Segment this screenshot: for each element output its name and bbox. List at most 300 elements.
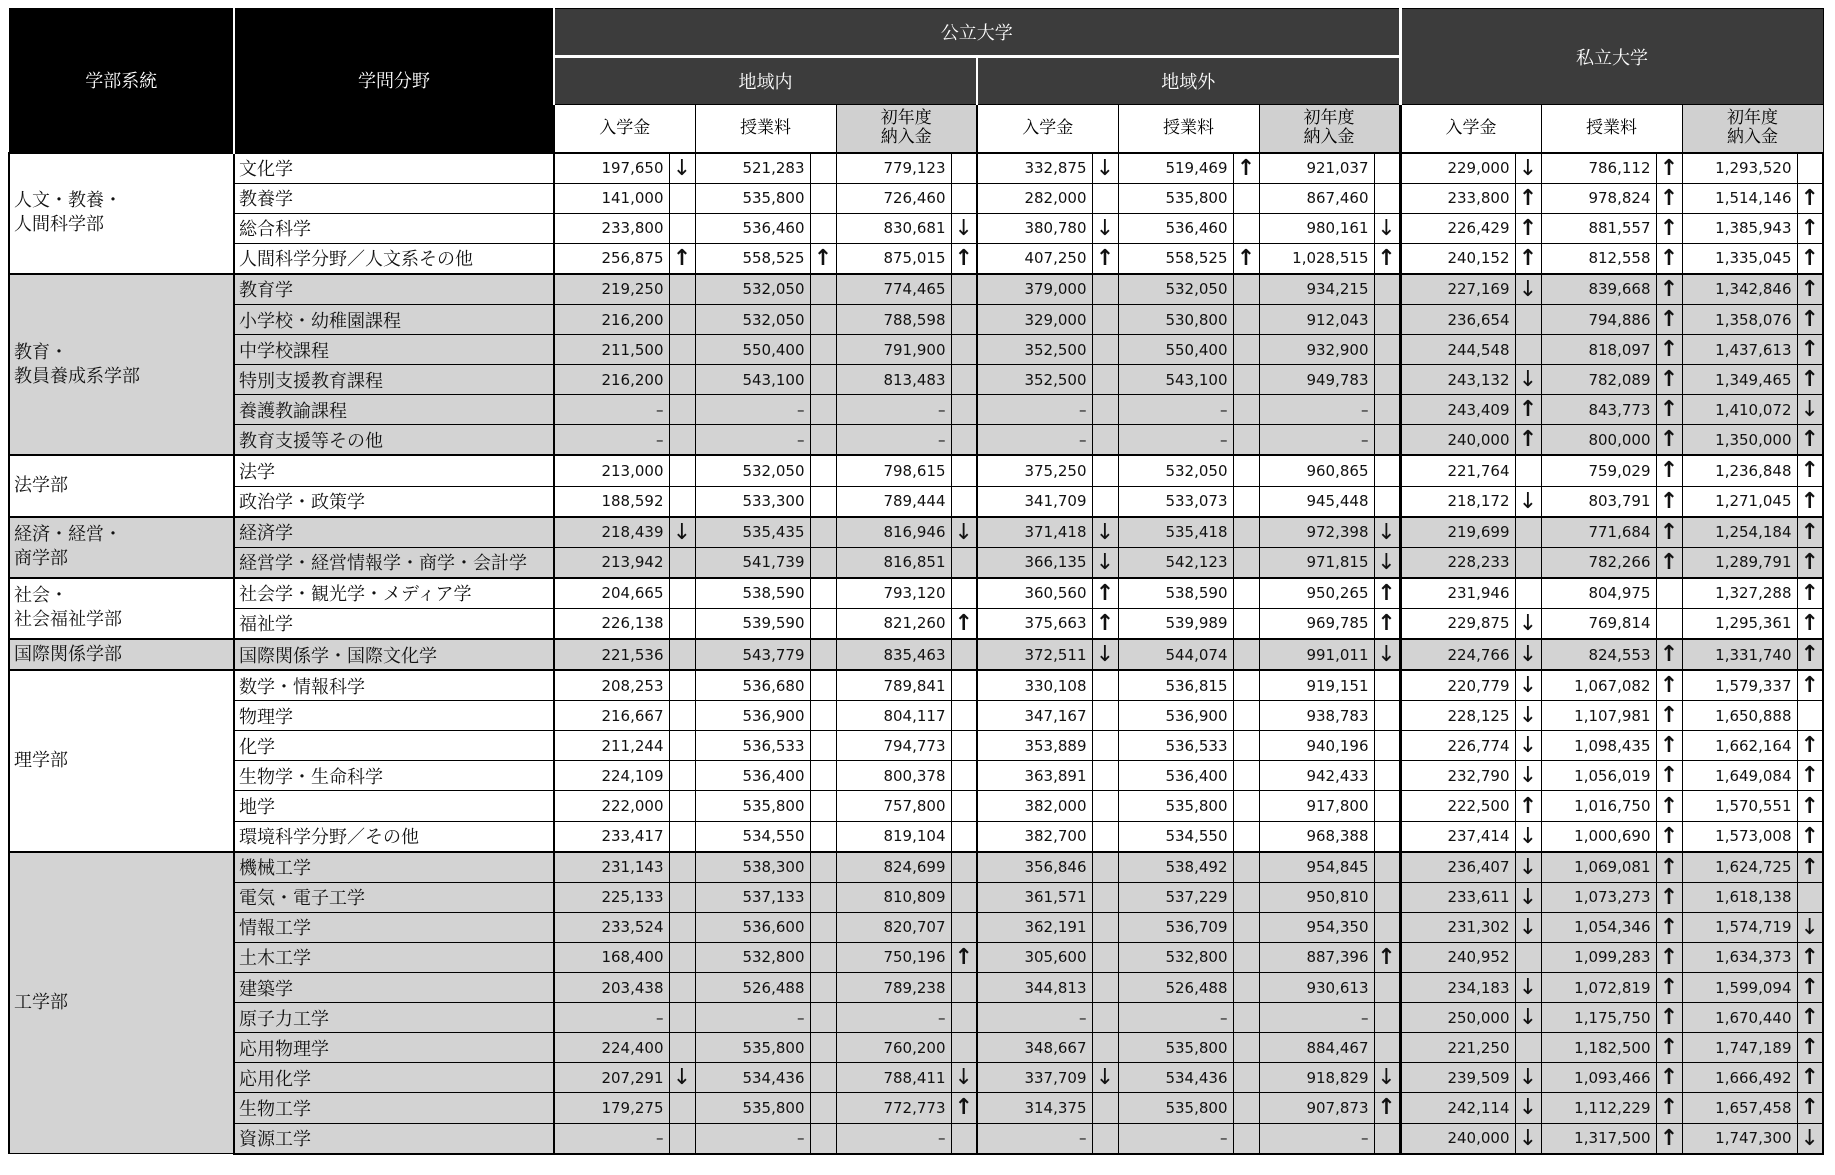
value-cell: 1,662,164 xyxy=(1682,731,1797,761)
arrow-down-icon: ↓ xyxy=(1515,153,1541,184)
value-cell: 543,779 xyxy=(695,639,810,670)
value-cell: 224,766 xyxy=(1400,639,1515,670)
value-cell: 536,533 xyxy=(1118,731,1233,761)
value-cell: 789,841 xyxy=(836,670,951,701)
value-cell: 1,016,750 xyxy=(1541,791,1656,821)
trend-cell xyxy=(1233,608,1259,639)
value-cell: 375,250 xyxy=(977,455,1092,486)
trend-cell xyxy=(1374,274,1400,305)
trend-cell xyxy=(1515,304,1541,334)
arrow-up-icon: ↑ xyxy=(1656,1003,1682,1033)
value-cell: 243,132 xyxy=(1400,365,1515,395)
tuition-table-container xyxy=(8,8,1824,1155)
value-cell: 240,000 xyxy=(1400,1123,1515,1154)
value-cell: 1,570,551 xyxy=(1682,791,1797,821)
trend-cell xyxy=(1374,670,1400,701)
value-cell: 536,460 xyxy=(695,213,810,243)
arrow-up-icon: ↑ xyxy=(810,243,836,274)
value-cell: 211,244 xyxy=(554,731,669,761)
value-cell: 532,800 xyxy=(1118,942,1233,972)
trend-cell xyxy=(669,486,695,517)
value-cell: – xyxy=(1118,1003,1233,1033)
trend-cell xyxy=(951,701,977,731)
trend-cell xyxy=(951,183,977,213)
table-row xyxy=(9,395,1823,425)
trend-cell xyxy=(951,1003,977,1033)
value-cell: 211,500 xyxy=(554,335,669,365)
arrow-up-icon: ↑ xyxy=(1374,1093,1400,1123)
arrow-down-icon: ↓ xyxy=(669,153,695,184)
value-cell: 538,492 xyxy=(1118,852,1233,883)
trend-cell xyxy=(1092,670,1118,701)
table-row xyxy=(9,183,1823,213)
value-cell: 1,514,146 xyxy=(1682,183,1797,213)
trend-cell xyxy=(1374,701,1400,731)
value-cell: 532,050 xyxy=(1118,274,1233,305)
field-name-cell: 法学 xyxy=(234,455,554,486)
trend-cell xyxy=(1374,973,1400,1003)
trend-cell xyxy=(1374,153,1400,184)
value-cell: – xyxy=(1118,425,1233,456)
trend-cell xyxy=(951,1033,977,1063)
value-cell: 240,000 xyxy=(1400,425,1515,456)
value-cell: 536,533 xyxy=(695,731,810,761)
value-cell: 382,000 xyxy=(977,791,1092,821)
value-cell: 789,238 xyxy=(836,973,951,1003)
trend-cell xyxy=(810,1063,836,1093)
value-cell: 550,400 xyxy=(695,335,810,365)
arrow-down-icon: ↓ xyxy=(1515,882,1541,912)
trend-cell xyxy=(810,821,836,852)
trend-cell xyxy=(669,731,695,761)
value-cell: 940,196 xyxy=(1259,731,1374,761)
trend-cell xyxy=(1515,1033,1541,1063)
arrow-up-icon: ↑ xyxy=(1797,1093,1823,1123)
col-header-admission-fee: 入学金 xyxy=(977,105,1118,153)
value-cell: 372,511 xyxy=(977,639,1092,670)
value-cell: 341,709 xyxy=(977,486,1092,517)
trend-cell xyxy=(810,608,836,639)
table-row xyxy=(9,213,1823,243)
col-header-first-year-payment xyxy=(1259,105,1400,153)
field-name-cell: 中学校課程 xyxy=(234,335,554,365)
value-cell: 1,182,500 xyxy=(1541,1033,1656,1063)
trend-cell xyxy=(669,761,695,791)
value-cell: 236,654 xyxy=(1400,304,1515,334)
value-cell: 536,680 xyxy=(695,670,810,701)
arrow-down-icon: ↓ xyxy=(1515,1003,1541,1033)
trend-cell xyxy=(1233,1003,1259,1033)
value-cell: – xyxy=(977,425,1092,456)
table-row xyxy=(9,639,1823,670)
arrow-up-icon: ↑ xyxy=(1656,639,1682,670)
arrow-up-icon: ↑ xyxy=(1797,547,1823,578)
trend-cell xyxy=(810,517,836,548)
arrow-up-icon: ↑ xyxy=(1797,486,1823,517)
value-cell: 820,707 xyxy=(836,912,951,942)
trend-cell xyxy=(669,213,695,243)
arrow-down-icon: ↓ xyxy=(1515,670,1541,701)
value-cell: 536,815 xyxy=(1118,670,1233,701)
trend-cell xyxy=(810,455,836,486)
value-cell: 216,200 xyxy=(554,304,669,334)
header-public-university: 公立大学 xyxy=(554,9,1400,57)
trend-cell xyxy=(810,365,836,395)
trend-cell xyxy=(810,1033,836,1063)
arrow-up-icon: ↑ xyxy=(1797,183,1823,213)
value-cell: 881,557 xyxy=(1541,213,1656,243)
value-cell: 950,265 xyxy=(1259,578,1374,609)
value-cell: 804,117 xyxy=(836,701,951,731)
value-cell: 375,663 xyxy=(977,608,1092,639)
header-in-region: 地域内 xyxy=(554,57,977,105)
value-cell: – xyxy=(554,425,669,456)
table-row xyxy=(9,670,1823,701)
field-name-cell: 建築学 xyxy=(234,973,554,1003)
trend-cell xyxy=(810,153,836,184)
value-cell: 533,073 xyxy=(1118,486,1233,517)
field-name-cell: 原子力工学 xyxy=(234,1003,554,1033)
value-cell: – xyxy=(977,1123,1092,1154)
value-cell: 330,108 xyxy=(977,670,1092,701)
faculty-category-cell: 人文・教養・ 人間科学部 xyxy=(9,153,234,274)
value-cell: 233,417 xyxy=(554,821,669,852)
value-cell: 532,050 xyxy=(695,304,810,334)
value-cell: 363,891 xyxy=(977,761,1092,791)
value-cell: 1,293,520 xyxy=(1682,153,1797,184)
field-name-cell: 環境科学分野／その他 xyxy=(234,821,554,852)
arrow-up-icon: ↑ xyxy=(1656,821,1682,852)
arrow-up-icon: ↑ xyxy=(1656,1093,1682,1123)
value-cell: 938,783 xyxy=(1259,701,1374,731)
trend-cell xyxy=(1092,942,1118,972)
field-name-cell: 特別支援教育課程 xyxy=(234,365,554,395)
table-row xyxy=(9,1033,1823,1063)
value-cell: 782,266 xyxy=(1541,547,1656,578)
trend-cell xyxy=(810,304,836,334)
value-cell: 536,460 xyxy=(1118,213,1233,243)
value-cell: 361,571 xyxy=(977,882,1092,912)
table-row xyxy=(9,942,1823,972)
value-cell: 813,483 xyxy=(836,365,951,395)
value-cell: – xyxy=(1259,1003,1374,1033)
trend-cell xyxy=(810,639,836,670)
arrow-up-icon: ↑ xyxy=(1797,608,1823,639)
trend-cell xyxy=(1374,1003,1400,1033)
value-cell: – xyxy=(695,395,810,425)
value-cell: – xyxy=(1259,1123,1374,1154)
table-row xyxy=(9,547,1823,578)
trend-cell xyxy=(669,183,695,213)
value-cell: 950,810 xyxy=(1259,882,1374,912)
arrow-up-icon: ↑ xyxy=(1656,517,1682,548)
trend-cell xyxy=(1092,1123,1118,1154)
value-cell: 788,598 xyxy=(836,304,951,334)
col-header-tuition-fee: 授業料 xyxy=(1118,105,1259,153)
arrow-up-icon: ↑ xyxy=(1374,942,1400,972)
value-cell: 228,233 xyxy=(1400,547,1515,578)
arrow-up-icon: ↑ xyxy=(1656,425,1682,456)
trend-cell xyxy=(1092,274,1118,305)
value-cell: 1,385,943 xyxy=(1682,213,1797,243)
field-name-cell: 応用化学 xyxy=(234,1063,554,1093)
value-cell: 800,378 xyxy=(836,761,951,791)
value-cell: 930,613 xyxy=(1259,973,1374,1003)
field-name-cell: 情報工学 xyxy=(234,912,554,942)
value-cell: 750,196 xyxy=(836,942,951,972)
arrow-up-icon: ↑ xyxy=(1656,912,1682,942)
trend-cell xyxy=(1374,455,1400,486)
value-cell: 219,699 xyxy=(1400,517,1515,548)
value-cell: 314,375 xyxy=(977,1093,1092,1123)
trend-cell xyxy=(1656,578,1682,609)
field-name-cell: 総合科学 xyxy=(234,213,554,243)
value-cell: 757,800 xyxy=(836,791,951,821)
value-cell: 1,073,273 xyxy=(1541,882,1656,912)
trend-cell xyxy=(1233,821,1259,852)
arrow-up-icon: ↑ xyxy=(1656,365,1682,395)
trend-cell xyxy=(951,791,977,821)
trend-cell xyxy=(1515,455,1541,486)
value-cell: 1,072,819 xyxy=(1541,973,1656,1003)
value-cell: 949,783 xyxy=(1259,365,1374,395)
value-cell: 1,649,084 xyxy=(1682,761,1797,791)
value-cell: 218,172 xyxy=(1400,486,1515,517)
value-cell: 934,215 xyxy=(1259,274,1374,305)
value-cell: 539,590 xyxy=(695,608,810,639)
trend-cell xyxy=(1374,912,1400,942)
value-cell: 824,553 xyxy=(1541,639,1656,670)
trend-cell xyxy=(810,578,836,609)
value-cell: 830,681 xyxy=(836,213,951,243)
trend-cell xyxy=(669,942,695,972)
value-cell: 535,800 xyxy=(1118,1033,1233,1063)
col-header-admission-fee: 入学金 xyxy=(554,105,695,153)
field-name-cell: 地学 xyxy=(234,791,554,821)
trend-cell xyxy=(1233,701,1259,731)
trend-cell xyxy=(669,274,695,305)
arrow-up-icon: ↑ xyxy=(1656,274,1682,305)
value-cell: 803,791 xyxy=(1541,486,1656,517)
value-cell: 1,056,019 xyxy=(1541,761,1656,791)
trend-cell xyxy=(1092,183,1118,213)
trend-cell xyxy=(1233,731,1259,761)
arrow-up-icon: ↑ xyxy=(1515,243,1541,274)
arrow-up-icon: ↑ xyxy=(1797,365,1823,395)
value-cell: 197,650 xyxy=(554,153,669,184)
header-faculty-system: 学部系統 xyxy=(9,9,234,153)
col-header-tuition-fee: 授業料 xyxy=(695,105,836,153)
value-cell: 782,089 xyxy=(1541,365,1656,395)
value-cell: 256,875 xyxy=(554,243,669,274)
value-cell: 229,875 xyxy=(1400,608,1515,639)
value-cell: 1,335,045 xyxy=(1682,243,1797,274)
value-cell: 382,700 xyxy=(977,821,1092,852)
value-cell: 1,098,435 xyxy=(1541,731,1656,761)
trend-cell xyxy=(1374,821,1400,852)
value-cell: 231,143 xyxy=(554,852,669,883)
table-row xyxy=(9,335,1823,365)
value-cell: – xyxy=(1118,1123,1233,1154)
value-cell: 216,667 xyxy=(554,701,669,731)
trend-cell xyxy=(669,639,695,670)
value-cell: 534,436 xyxy=(695,1063,810,1093)
trend-cell xyxy=(1233,425,1259,456)
value-cell: 362,191 xyxy=(977,912,1092,942)
value-cell: 530,800 xyxy=(1118,304,1233,334)
value-cell: 1,358,076 xyxy=(1682,304,1797,334)
trend-cell xyxy=(669,912,695,942)
value-cell: 794,773 xyxy=(836,731,951,761)
value-cell: 535,800 xyxy=(695,791,810,821)
value-cell: 1,624,725 xyxy=(1682,852,1797,883)
field-name-cell: 国際関係学・国際文化学 xyxy=(234,639,554,670)
trend-cell xyxy=(810,1093,836,1123)
arrow-down-icon: ↓ xyxy=(1515,821,1541,852)
trend-cell xyxy=(1092,912,1118,942)
value-cell: 535,418 xyxy=(1118,517,1233,548)
value-cell: 347,167 xyxy=(977,701,1092,731)
arrow-down-icon: ↓ xyxy=(1092,1063,1118,1093)
value-cell: 978,824 xyxy=(1541,183,1656,213)
arrow-down-icon: ↓ xyxy=(669,517,695,548)
trend-cell xyxy=(1797,153,1823,184)
value-cell: 232,790 xyxy=(1400,761,1515,791)
value-cell: 226,138 xyxy=(554,608,669,639)
trend-cell xyxy=(1092,335,1118,365)
value-cell: 1,327,288 xyxy=(1682,578,1797,609)
trend-cell xyxy=(1233,365,1259,395)
trend-cell xyxy=(951,731,977,761)
faculty-category-cell: 理学部 xyxy=(9,670,234,852)
header-private-university: 私立大学 xyxy=(1400,9,1823,105)
value-cell: 1,107,981 xyxy=(1541,701,1656,731)
arrow-up-icon: ↑ xyxy=(1515,395,1541,425)
value-cell: 536,900 xyxy=(695,701,810,731)
table-row xyxy=(9,425,1823,456)
field-name-cell: 生物学・生命科学 xyxy=(234,761,554,791)
table-row xyxy=(9,1003,1823,1033)
value-cell: 1,747,189 xyxy=(1682,1033,1797,1063)
value-cell: 532,800 xyxy=(695,942,810,972)
trend-cell xyxy=(1374,1033,1400,1063)
col-header-first-year-line1: 初年度 xyxy=(1727,108,1778,129)
value-cell: 543,100 xyxy=(1118,365,1233,395)
faculty-category-cell: 教育・ 教員養成系学部 xyxy=(9,274,234,456)
trend-cell xyxy=(1233,213,1259,243)
trend-cell xyxy=(810,335,836,365)
value-cell: 1,254,184 xyxy=(1682,517,1797,548)
value-cell: 207,291 xyxy=(554,1063,669,1093)
value-cell: 535,800 xyxy=(1118,1093,1233,1123)
trend-cell xyxy=(1374,183,1400,213)
trend-cell xyxy=(810,942,836,972)
value-cell: 519,469 xyxy=(1118,153,1233,184)
value-cell: 1,342,846 xyxy=(1682,274,1797,305)
value-cell: 798,615 xyxy=(836,455,951,486)
trend-cell xyxy=(669,882,695,912)
value-cell: 226,429 xyxy=(1400,213,1515,243)
trend-cell xyxy=(1092,425,1118,456)
col-header-first-year-line2: 納入金 xyxy=(1727,127,1778,148)
value-cell: 538,590 xyxy=(1118,578,1233,609)
trend-cell xyxy=(1233,517,1259,548)
trend-cell xyxy=(810,670,836,701)
value-cell: 535,800 xyxy=(1118,791,1233,821)
value-cell: 234,183 xyxy=(1400,973,1515,1003)
trend-cell xyxy=(951,912,977,942)
arrow-up-icon: ↑ xyxy=(1656,395,1682,425)
value-cell: 991,011 xyxy=(1259,639,1374,670)
trend-cell xyxy=(1092,486,1118,517)
value-cell: 221,250 xyxy=(1400,1033,1515,1063)
trend-cell xyxy=(669,821,695,852)
trend-cell xyxy=(810,547,836,578)
trend-cell xyxy=(951,973,977,1003)
value-cell: 222,000 xyxy=(554,791,669,821)
value-cell: 536,400 xyxy=(1118,761,1233,791)
value-cell: – xyxy=(554,1123,669,1154)
value-cell: 921,037 xyxy=(1259,153,1374,184)
value-cell: 1,099,283 xyxy=(1541,942,1656,972)
table-row xyxy=(9,882,1823,912)
trend-cell xyxy=(810,973,836,1003)
trend-cell xyxy=(1374,425,1400,456)
value-cell: 1,317,500 xyxy=(1541,1123,1656,1154)
arrow-up-icon: ↑ xyxy=(1656,455,1682,486)
value-cell: 532,050 xyxy=(1118,455,1233,486)
value-cell: 203,438 xyxy=(554,973,669,1003)
trend-cell xyxy=(1092,731,1118,761)
value-cell: 772,773 xyxy=(836,1093,951,1123)
field-name-cell: 養護教諭課程 xyxy=(234,395,554,425)
arrow-up-icon: ↑ xyxy=(1797,761,1823,791)
arrow-up-icon: ↑ xyxy=(1797,517,1823,548)
arrow-down-icon: ↓ xyxy=(1515,486,1541,517)
trend-cell xyxy=(1233,1093,1259,1123)
trend-cell xyxy=(1374,791,1400,821)
field-name-cell: 生物工学 xyxy=(234,1093,554,1123)
arrow-up-icon: ↑ xyxy=(1797,425,1823,456)
value-cell: 538,590 xyxy=(695,578,810,609)
trend-cell xyxy=(951,639,977,670)
arrow-up-icon: ↑ xyxy=(1092,578,1118,609)
arrow-up-icon: ↑ xyxy=(1656,882,1682,912)
col-header-first-year-line1: 初年度 xyxy=(1303,108,1355,129)
value-cell: 535,800 xyxy=(695,1093,810,1123)
trend-cell xyxy=(810,183,836,213)
arrow-down-icon: ↓ xyxy=(1092,153,1118,184)
value-cell: 839,668 xyxy=(1541,274,1656,305)
arrow-up-icon: ↑ xyxy=(951,1093,977,1123)
arrow-down-icon: ↓ xyxy=(1515,365,1541,395)
table-row xyxy=(9,243,1823,274)
value-cell: 534,550 xyxy=(1118,821,1233,852)
trend-cell xyxy=(669,335,695,365)
value-cell: 532,050 xyxy=(695,455,810,486)
table-row xyxy=(9,578,1823,609)
value-cell: – xyxy=(836,1123,951,1154)
value-cell: 141,000 xyxy=(554,183,669,213)
arrow-up-icon: ↑ xyxy=(1797,1003,1823,1033)
value-cell: 800,000 xyxy=(1541,425,1656,456)
arrow-up-icon: ↑ xyxy=(1797,304,1823,334)
header-out-region: 地域外 xyxy=(977,57,1400,105)
trend-cell xyxy=(1656,608,1682,639)
table-row xyxy=(9,365,1823,395)
header-field: 学問分野 xyxy=(234,9,554,153)
arrow-up-icon: ↑ xyxy=(1797,670,1823,701)
